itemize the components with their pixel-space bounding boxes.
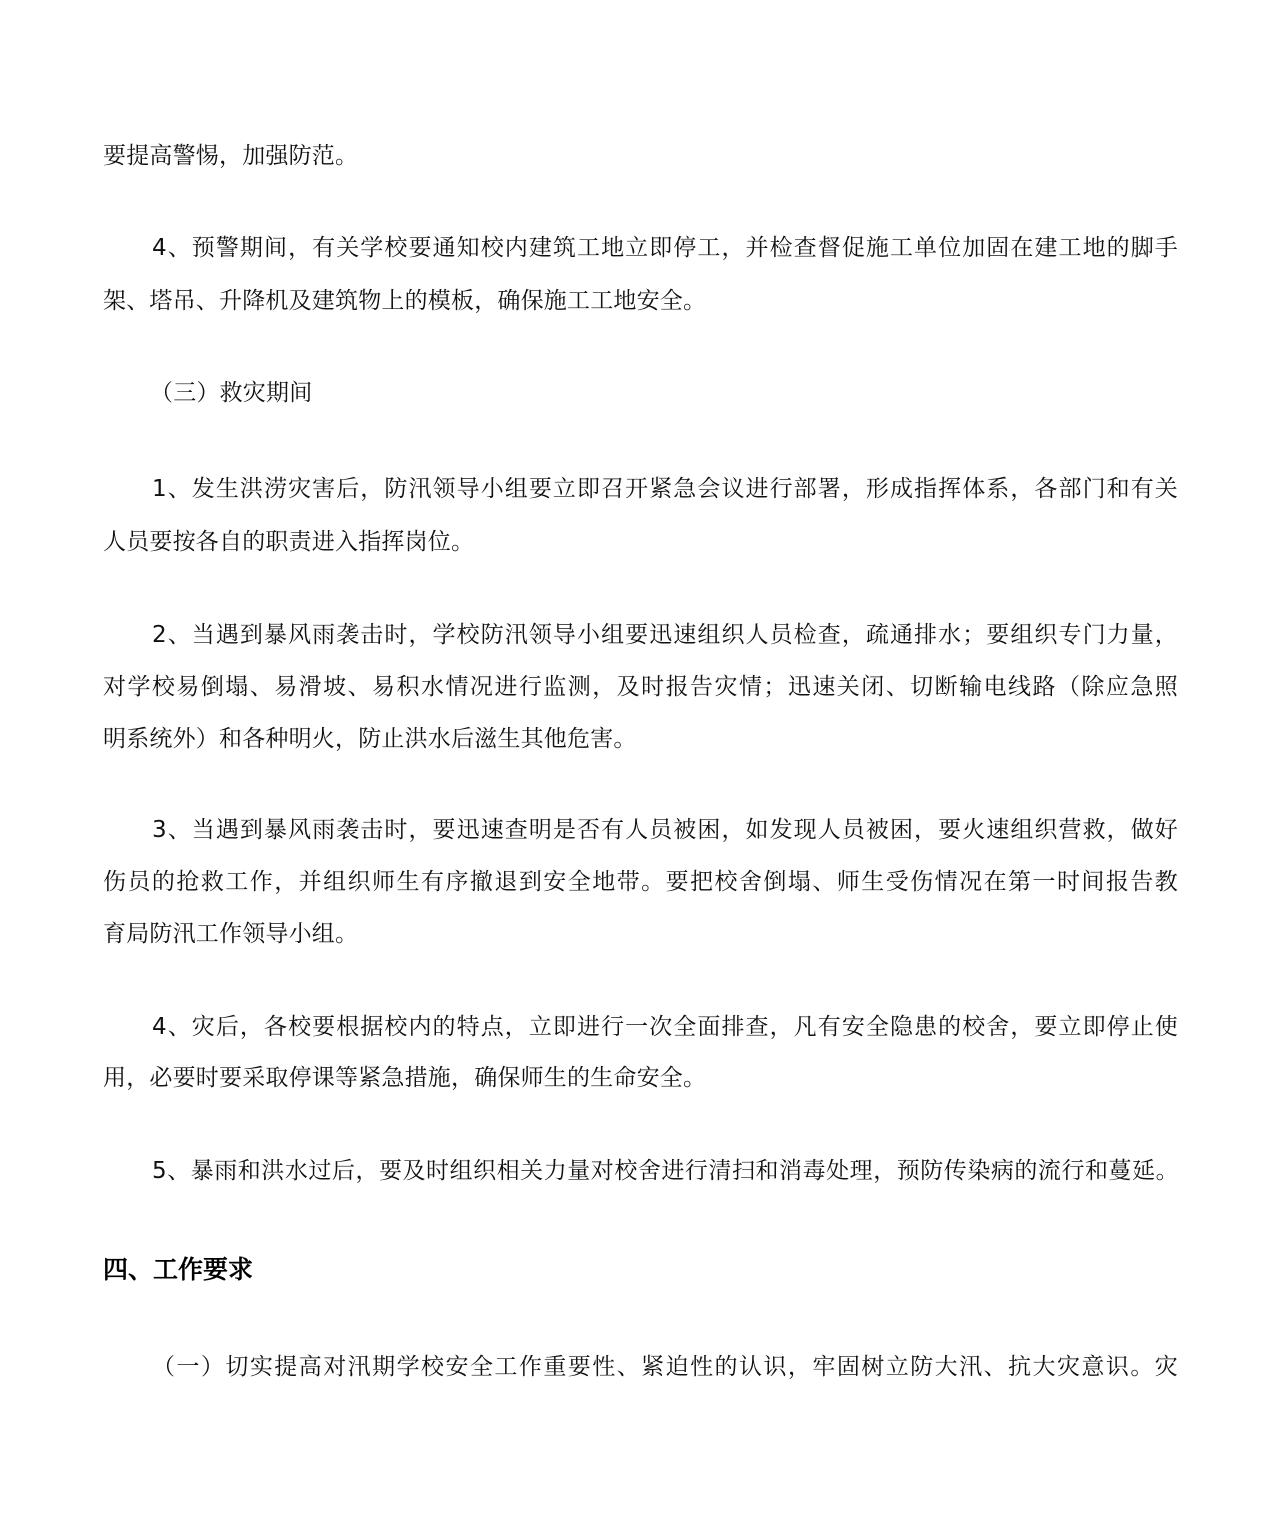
paragraph-3-relief-line-3: 育局防汛工作领导小组。 xyxy=(103,921,359,947)
paragraph-3-relief-line-1: 3、当遇到暴风雨袭击时，要迅速查明是否有人员被困，如发现人员被困，要火速组织营救，做好 xyxy=(152,817,1178,843)
paragraph-2-relief-line-2: 对学校易倒塌、易滑坡、易积水情况进行监测，及时报告灾情；迅速关闭、切断输电线路（除应急照 xyxy=(103,674,1178,700)
paragraph-requirement-1-line-1: （一）切实提高对汛期学校安全工作重要性、紧迫性的认识，牢固树立防大汛、抗大灾意识。灾 xyxy=(152,1354,1178,1380)
subheading-disaster-relief: （三）救灾期间 xyxy=(150,380,313,406)
paragraph-2-relief-line-3: 明系统外）和各种明火，防止洪水后滋生其他危害。 xyxy=(103,726,637,752)
paragraph-4-relief-line-2: 用，必要时要采取停课等紧急措施，确保师生的生命安全。 xyxy=(103,1065,707,1091)
paragraph-4-warning-line-1: 4、预警期间，有关学校要通知校内建筑工地立即停工，并检查督促施工单位加固在建工地的脚手 xyxy=(152,235,1178,261)
paragraph-4-warning-line-2: 架、塔吊、升降机及建筑物上的模板，确保施工工地安全。 xyxy=(103,288,707,314)
paragraph-1-relief-line-1: 1、发生洪涝灾害后，防汛领导小组要立即召开紧急会议进行部署，形成指挥体系，各部门和有关 xyxy=(152,476,1178,502)
paragraph-3-relief-line-2: 伤员的抢救工作，并组织师生有序撤退到安全地带。要把校舍倒塌、师生受伤情况在第一时间报告教 xyxy=(103,869,1178,895)
paragraph-2-relief-line-1: 2、当遇到暴风雨袭击时，学校防汛领导小组要迅速组织人员检查，疏通排水；要组织专门力量， xyxy=(152,622,1178,648)
section-heading-work-requirements: 四、工作要求 xyxy=(103,1255,254,1284)
paragraph-tail-line: 要提高警惕，加强防范。 xyxy=(103,143,359,169)
paragraph-1-relief-line-2: 人员要按各自的职责进入指挥岗位。 xyxy=(103,529,475,555)
paragraph-4-relief-line-1: 4、灾后，各校要根据校内的特点，立即进行一次全面排查，凡有安全隐患的校舍，要立即停止使 xyxy=(152,1014,1178,1040)
paragraph-5-relief-line-1: 5、暴雨和洪水过后，要及时组织相关力量对校舍进行清扫和消毒处理，预防传染病的流行和蔓延。 xyxy=(152,1158,1178,1184)
